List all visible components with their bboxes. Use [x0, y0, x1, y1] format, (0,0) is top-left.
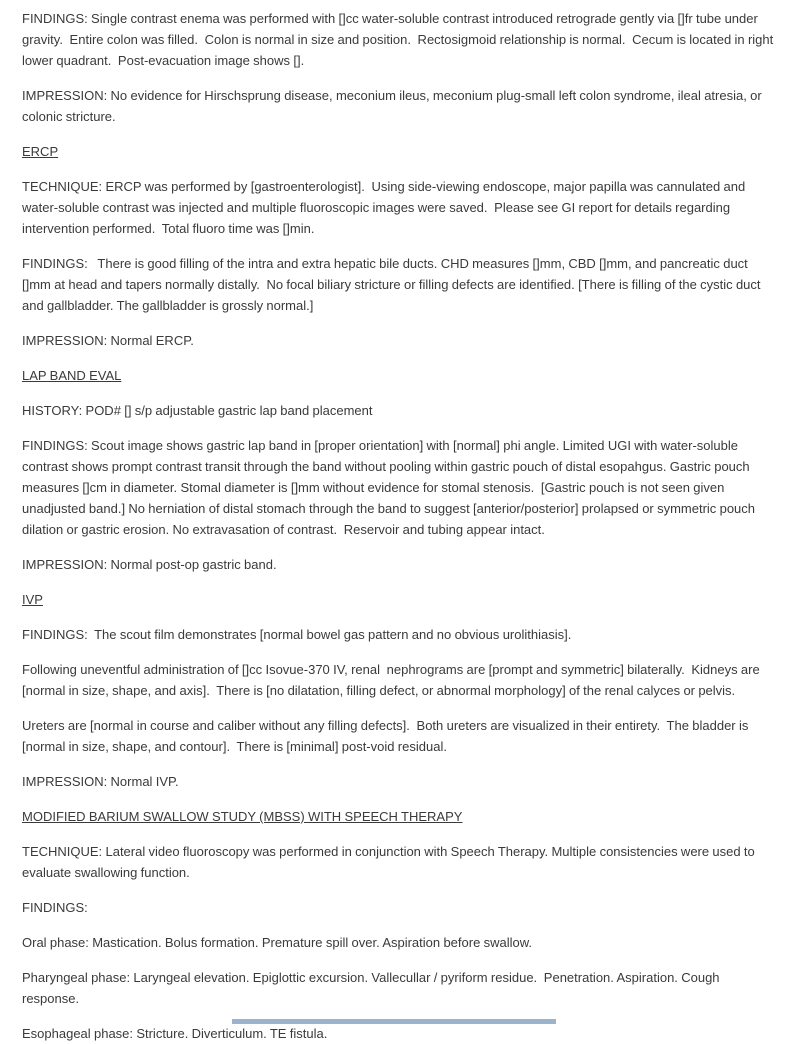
section-heading-lap-band-eval: LAP BAND EVAL [22, 368, 122, 383]
impression-paragraph-lap-band: IMPRESSION: Normal post-op gastric band. [22, 557, 277, 572]
impression-paragraph-ercp: IMPRESSION: Normal ERCP. [22, 333, 194, 348]
findings-paragraph-contrast-enema: FINDINGS: Single contrast enema was performed with []cc water-soluble contrast introduced retrograde gently via []fr tube under gravity. Entire colon was filled. Colon is normal in size and position. Rectosigmoid relationship is normal. Cecum is located in right lower quadrant. Post-evacuation image shows []. [22, 11, 777, 68]
paragraph-mbss-esophageal-phase: Esophageal phase: Stricture. Diverticulum. TE fistula. [22, 1026, 328, 1041]
section-heading-ercp: ERCP [22, 144, 59, 159]
bottom-artifact-bar [232, 1019, 556, 1024]
findings-label-mbss: FINDINGS: [22, 900, 88, 915]
paragraph-mbss-oral-phase: Oral phase: Mastication. Bolus formation. Premature spill over. Aspiration before swallow. [22, 935, 533, 950]
findings-paragraph-lap-band: FINDINGS: Scout image shows gastric lap band in [proper orientation] with [normal] phi angle. Limited UGI with water-soluble contrast shows prompt contrast transit through the band without pooling within gastric pouch of distal esopahgus. Gastric pouch measures []cm in diameter. Stomal diameter is []mm without evidence for stomal stenosis. [Gastric pouch is not seen given unadjusted band.] No herniation of distal stomach through the band to suggest [anterior/posterior] prolapsed or symmetric pouch dilation or gastric erosion. No extravasation of contrast. Reservoir and tubing appear intact. [22, 438, 759, 537]
section-heading-mbss: MODIFIED BARIUM SWALLOW STUDY (MBSS) WITH SPEECH THERAPY [22, 809, 463, 824]
technique-paragraph-mbss: TECHNIQUE: Lateral video fluoroscopy was performed in conjunction with Speech Therapy. Multiple consistencies were used to evaluate swallowing function. [22, 844, 759, 880]
impression-paragraph-contrast-enema: IMPRESSION: No evidence for Hirschsprung disease, meconium ileus, meconium plug-small left colon syndrome, ileal atresia, or colonic stricture. [22, 88, 766, 124]
paragraph-mbss-pharyngeal-phase: Pharyngeal phase: Laryngeal elevation. Epiglottic excursion. Vallecullar / pyriform residue. Penetration. Aspiration. Cough response. [22, 970, 723, 1006]
technique-paragraph-ercp: TECHNIQUE: ERCP was performed by [gastroenterologist]. Using side-viewing endoscope, major papilla was cannulated and water-soluble contrast was injected and multiple fluoroscopic images were saved. Please see GI report for details regarding intervention performed. Total fluoro time was []min. [22, 179, 749, 236]
impression-paragraph-ivp: IMPRESSION: Normal IVP. [22, 774, 179, 789]
section-heading-ivp: IVP [22, 592, 43, 607]
paragraph-ivp-nephrograms: Following uneventful administration of []cc Isovue-370 IV, renal nephrograms are [prompt and symmetric] bilaterally. Kidneys are [normal in size, shape, and axis]. There is [no dilatation, filling defect, or abnormal morphology] of the renal calyces or pelvis. [22, 662, 764, 698]
history-paragraph-lap-band: HISTORY: POD# [] s/p adjustable gastric lap band placement [22, 403, 373, 418]
findings-paragraph-ivp-scout: FINDINGS: The scout film demonstrates [normal bowel gas pattern and no obvious urolithiasis]. [22, 627, 572, 642]
paragraph-ivp-ureters: Ureters are [normal in course and caliber without any filling defects]. Both ureters are visualized in their entirety. The bladder is [normal in size, shape, and contour]. There is [minimal] post-void residual. [22, 718, 752, 754]
findings-paragraph-ercp: FINDINGS: There is good filling of the intra and extra hepatic bile ducts. CHD measures []mm, CBD []mm, and pancreatic duct []mm at head and tapers normally distally. No focal biliary stricture or filling defects are identified. [There is filling of the cystic duct and gallbladder. The gallbladder is grossly normal.] [22, 256, 764, 313]
